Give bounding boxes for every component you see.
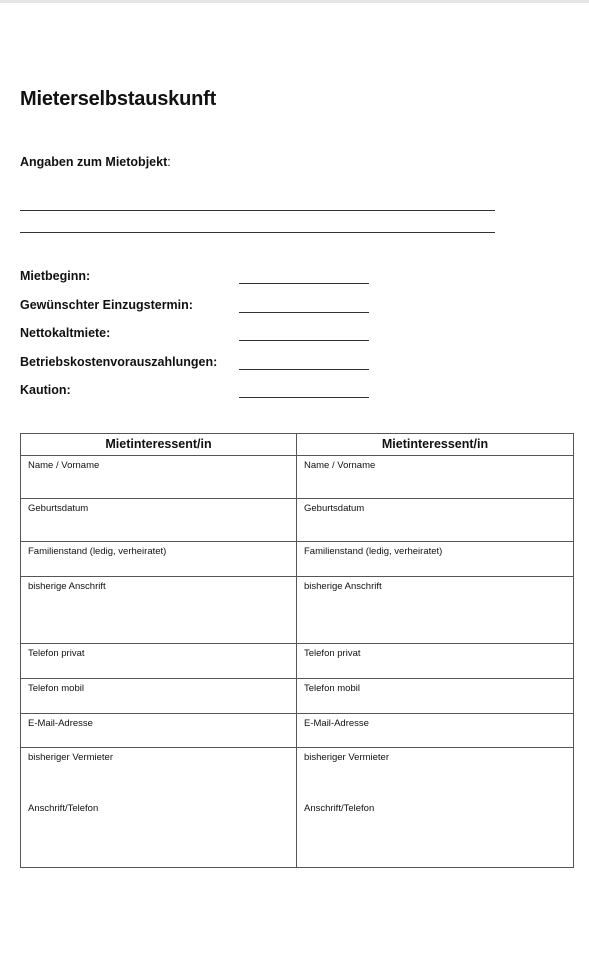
table-cell[interactable] <box>297 542 574 577</box>
field-input-line[interactable] <box>239 397 369 398</box>
cell-label: Name / Vorname <box>28 460 100 471</box>
field-input-line[interactable] <box>239 283 369 284</box>
field-net-rent <box>20 326 380 342</box>
field-label: Gewünschter Einzugstermin: <box>20 298 193 312</box>
rental-object-label <box>20 155 171 169</box>
table-cell[interactable] <box>21 542 297 577</box>
applicant-table <box>20 433 574 868</box>
field-deposit <box>20 383 380 399</box>
cell-label: Name / Vorname <box>304 460 376 471</box>
table-cell[interactable] <box>297 748 574 868</box>
table-cell[interactable] <box>297 679 574 714</box>
table-header-row <box>21 434 574 456</box>
cell-label: Geburtsdatum <box>28 503 89 514</box>
document-title: Mieterselbstauskunft <box>20 88 217 110</box>
rental-object-label-text: Angaben zum Mietobjekt <box>20 155 168 169</box>
table-cell[interactable] <box>21 499 297 542</box>
field-move-in-date <box>20 298 380 314</box>
rental-object-colon: : <box>167 155 171 169</box>
field-operating-costs <box>20 355 380 371</box>
field-label: Kaution: <box>20 383 71 397</box>
cell-label: E-Mail-Adresse <box>304 718 369 729</box>
cell-label-secondary: Anschrift/Telefon <box>28 803 99 814</box>
table-row-birthdate <box>21 499 574 542</box>
table-cell[interactable] <box>21 714 297 748</box>
rental-object-line-1[interactable] <box>20 210 495 211</box>
table-cell[interactable] <box>297 644 574 679</box>
table-row-previous-landlord <box>21 748 574 868</box>
column-header-applicant-1: Mietinteressent/in <box>21 434 297 456</box>
table-cell[interactable] <box>21 748 297 868</box>
cell-label-secondary: Anschrift/Telefon <box>304 803 375 814</box>
field-input-line[interactable] <box>239 340 369 341</box>
table-cell[interactable] <box>21 456 297 499</box>
table-row-previous-address <box>21 577 574 644</box>
field-input-line[interactable] <box>239 312 369 313</box>
table-cell[interactable] <box>297 714 574 748</box>
cell-label: bisherige Anschrift <box>304 581 382 592</box>
field-label: Mietbeginn: <box>20 269 91 283</box>
cell-label: bisheriger Vermieter <box>28 752 114 763</box>
table-cell[interactable] <box>297 456 574 499</box>
cell-label: E-Mail-Adresse <box>28 718 93 729</box>
field-input-line[interactable] <box>239 369 369 370</box>
cell-label: Telefon mobil <box>28 683 84 694</box>
table-cell[interactable] <box>21 644 297 679</box>
table-row-marital-status <box>21 542 574 577</box>
cell-label: bisheriger Vermieter <box>304 752 390 763</box>
cell-label: Telefon privat <box>28 648 85 659</box>
page-top-border <box>0 0 589 3</box>
cell-label: Familienstand (ledig, verheiratet) <box>304 546 443 557</box>
field-label: Betriebskostenvorauszahlungen: <box>20 355 218 369</box>
cell-label: Familienstand (ledig, verheiratet) <box>28 546 167 557</box>
cell-label: bisherige Anschrift <box>28 581 106 592</box>
table-row-phone-mobile <box>21 679 574 714</box>
field-rent-start <box>20 269 380 285</box>
table-cell[interactable] <box>297 577 574 644</box>
table-row-name <box>21 456 574 499</box>
table-cell[interactable] <box>21 577 297 644</box>
field-label: Nettokaltmiete: <box>20 326 111 340</box>
column-header-applicant-2: Mietinteressent/in <box>297 434 574 456</box>
table-row-phone-private <box>21 644 574 679</box>
cell-label: Telefon privat <box>304 648 361 659</box>
table-cell[interactable] <box>297 499 574 542</box>
rental-object-line-2[interactable] <box>20 232 495 233</box>
table-row-email <box>21 714 574 748</box>
table-cell[interactable] <box>21 679 297 714</box>
cell-label: Telefon mobil <box>304 683 360 694</box>
cell-label: Geburtsdatum <box>304 503 365 514</box>
